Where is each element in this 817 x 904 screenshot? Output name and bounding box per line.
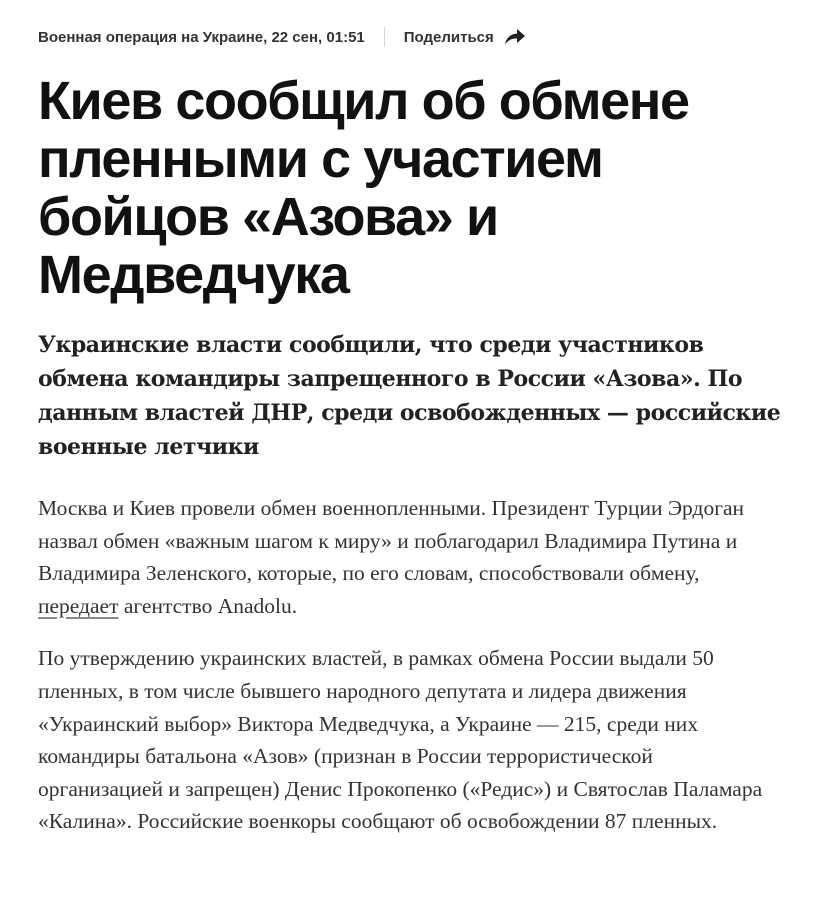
rubric-date-label[interactable]: Военная операция на Украине, 22 сен, 01:51 (38, 28, 365, 46)
article (38, 0, 783, 838)
share-label: Поделиться (403, 28, 494, 46)
source-link[interactable]: передает (38, 593, 119, 618)
paragraph-text: Москва и Киев провели обмен военнопленными. Президент Турции Эрдоган назвал обмен «важным шагом к миру» и поблагодарил Владимира Путина и Владимира Зеленского, которые, по его словам, способствовали обмену, (38, 496, 745, 586)
article-lead: Украинские власти сообщили, что среди участников обмена командиры запрещенного в России «Азова». По данным властей ДНР, среди освобожденных — российские военные летчики (38, 332, 781, 460)
paragraph-text: агентство Anadolu. (118, 593, 298, 618)
article-title: Киев сообщил об обмене пленными с участием бойцов «Азова» и Медведчука (38, 71, 689, 305)
article-meta-bar (38, 19, 783, 55)
meta-divider (384, 27, 385, 47)
share-button[interactable] (404, 28, 526, 46)
article-paragraph: По утверждению украинских властей, в рамках обмена России выдали 50 пленных, в том числе бывшего народного депутата и лидера движения «Украинский выбор» Виктора Медведчука, а Украине — 215, среди них командиры батальона «Азов» (признан в России террористической организацией и запрещен) Денис Прокопенко («Редис») и Святослав Паламара «Калина». Российские военкоры сообщают об освобождении 87 пленных. (38, 646, 763, 834)
article-paragraph (38, 492, 783, 622)
share-arrow-icon (504, 28, 526, 46)
